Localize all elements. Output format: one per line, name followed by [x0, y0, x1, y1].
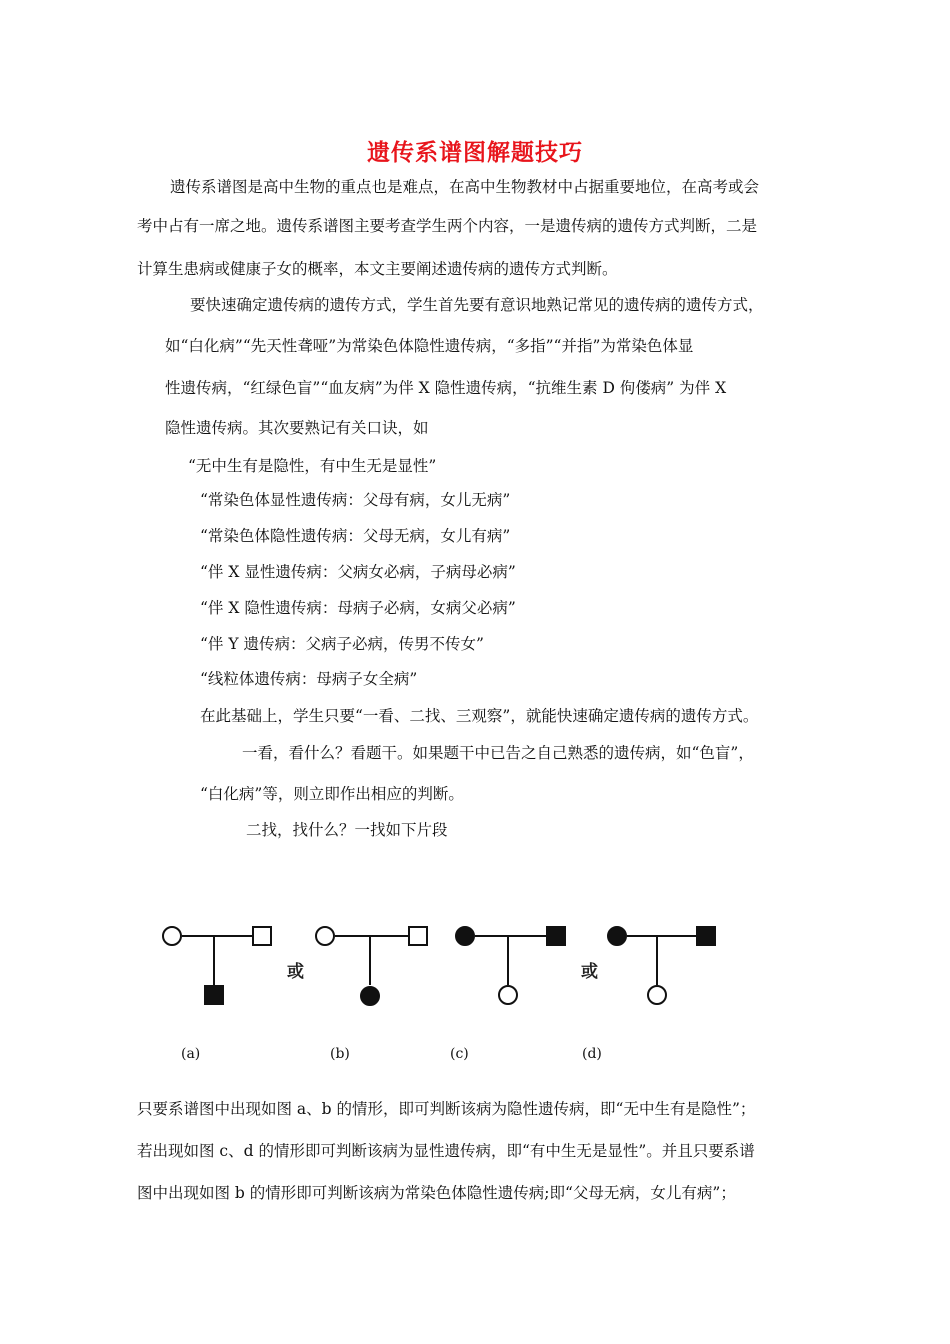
or-label-2: 或 [581, 962, 598, 982]
caption-d: (d) [582, 1046, 602, 1062]
or-label-1: 或 [287, 962, 304, 982]
para2-line-4: 隐性遗传病。其次要熟记有关口诀，如 [165, 419, 429, 437]
intro-line-3: 计算生患病或健康子女的概率，本文主要阐述遗传病的遗传方式判断。 [137, 260, 618, 278]
rhyme-line-3: “常染色体隐性遗传病：父母无病，女儿有病” [200, 527, 511, 545]
rhyme-line-5: “伴 X 隐性遗传病：母病子必病，女病父必病” [200, 599, 516, 617]
find-line: 二找，找什么？一找如下片段 [246, 821, 448, 839]
caption-c: (c) [450, 1046, 469, 1062]
rhyme-line-4: “伴 X 显性遗传病：父病女必病，子病母必病” [200, 563, 516, 581]
rhyme-line-1: “无中生有是隐性，有中生无是显性” [188, 457, 437, 475]
pedigree-a [163, 927, 271, 1004]
look-line-1: 一看，看什么？看题干。如果题干中已告之自己熟悉的遗传病，如“色盲”， [242, 744, 754, 762]
para2-line-3: 性遗传病，“红绿色盲”“血友病”为伴 X 隐性遗传病，“抗维生素 D 佝偻病” 为伴 X [165, 379, 727, 397]
conclusion-line-1: 只要系谱图中出现如图 a、b 的情形，即可判断该病为隐性遗传病，即“无中生有是隐性”； [137, 1100, 756, 1118]
conclusion-line-2: 若出现如图 c、d 的情形即可判断该病为显性遗传病，即“有中生无是显性”。并且只要系谱 [137, 1142, 755, 1160]
parent-female-unaffected [163, 927, 181, 945]
intro-line-1: 遗传系谱图是高中生物的重点也是难点，在高中生物教材中占据重要地位，在高考或会 [170, 178, 760, 196]
basis-line: 在此基础上，学生只要“一看、二找、三观察”，就能快速确定遗传病的遗传方式。 [200, 707, 759, 725]
para2-line-2: 如“白化病”“先天性聋哑”为常染色体隐性遗传病，“多指”“并指”为常染色体显 [165, 337, 694, 355]
caption-b: (b) [330, 1046, 350, 1062]
child-female-unaffected [499, 986, 517, 1004]
page-title: 遗传系谱图解题技巧 [367, 140, 583, 166]
caption-a: (a) [181, 1046, 201, 1062]
pedigree-diagram [150, 910, 730, 1020]
parent-female-affected [608, 927, 626, 945]
parent-male-unaffected [253, 927, 271, 945]
para2-line-1: 要快速确定遗传病的遗传方式，学生首先要有意识地熟记常见的遗传病的遗传方式， [190, 296, 764, 314]
parent-male-affected [697, 927, 715, 945]
parent-male-unaffected [409, 927, 427, 945]
rhyme-line-6: “伴 Y 遗传病：父病子必病，传男不传女” [200, 635, 484, 653]
child-female-unaffected [648, 986, 666, 1004]
pedigree-b [316, 927, 427, 1005]
parent-male-affected [547, 927, 565, 945]
parent-female-affected [456, 927, 474, 945]
child-male-affected [205, 986, 223, 1004]
conclusion-line-3: 图中出现如图 b 的情形即可判断该病为常染色体隐性遗传病;即“父母无病，女儿有病”； [137, 1184, 736, 1202]
parent-female-unaffected [316, 927, 334, 945]
look-line-2: “白化病”等，则立即作出相应的判断。 [200, 785, 464, 803]
rhyme-line-7: “线粒体遗传病：母病子女全病” [200, 670, 418, 688]
intro-line-2: 考中占有一席之地。遗传系谱图主要考查学生两个内容，一是遗传病的遗传方式判断，二是 [137, 217, 758, 235]
child-female-affected [361, 987, 379, 1005]
pedigree-c [456, 927, 565, 1004]
rhyme-line-2: “常染色体显性遗传病：父母有病，女儿无病” [200, 491, 511, 509]
pedigree-d [608, 927, 715, 1004]
